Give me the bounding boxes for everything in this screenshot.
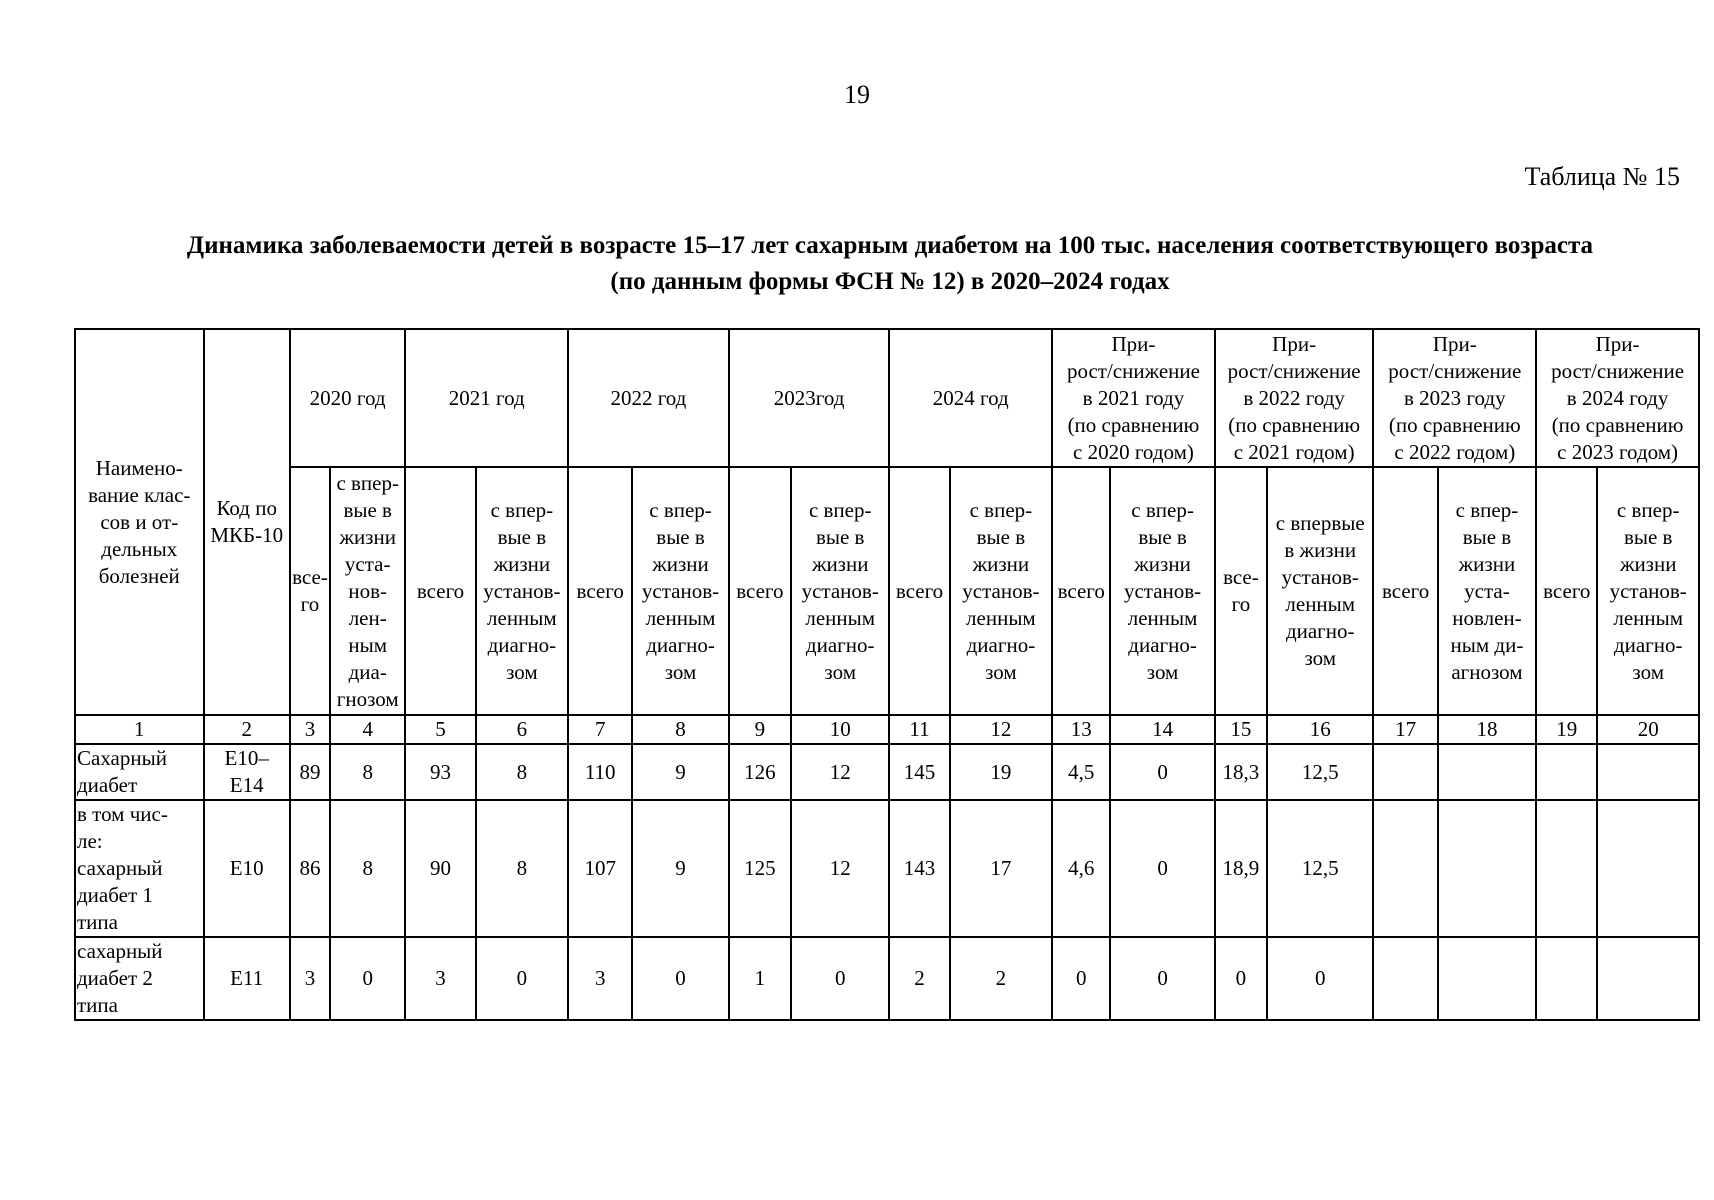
subheader-first-diagnosed: с впер- вые в жизни установ- ленным диагно- зом (1110, 467, 1214, 715)
value-cell: 18,3 (1215, 744, 1267, 800)
header-row-years (75, 329, 1699, 467)
value-cell: 90 (405, 800, 475, 937)
subheader-total: все- го (1215, 467, 1267, 715)
table-row (75, 937, 1699, 1020)
value-cell: 3 (568, 937, 632, 1020)
column-number: 6 (476, 715, 568, 744)
subheader-total: всего (1052, 467, 1110, 715)
column-number: 5 (405, 715, 475, 744)
table-title (60, 228, 1714, 300)
value-cell: 8 (476, 744, 568, 800)
header-disease-name: Наимено- вание клас- сов и от- дельных болезней (75, 329, 204, 715)
value-cell: 143 (889, 800, 949, 937)
value-cell: 0 (330, 937, 405, 1020)
column-number-row (75, 715, 1699, 744)
disease-name-cell: в том чис- ле: сахарный диабет 1 типа (75, 800, 204, 937)
value-cell: 0 (791, 937, 889, 1020)
table-row (75, 744, 1699, 800)
value-cell (1597, 937, 1699, 1020)
subheader-first-diagnosed: с впер- вые в жизни установ- ленным диагно- зом (632, 467, 728, 715)
column-number: 18 (1438, 715, 1536, 744)
value-cell: 3 (290, 937, 330, 1020)
value-cell: 0 (1052, 937, 1110, 1020)
header-change-2024: При- рост/снижение в 2024 году (по сравнению с 2023 годом) (1536, 329, 1699, 467)
header-change-2022: При- рост/снижение в 2022 году (по сравнению с 2021 годом) (1215, 329, 1374, 467)
column-number: 10 (791, 715, 889, 744)
subheader-first-diagnosed: с впер- вые в жизни установ- ленным диагно- зом (950, 467, 1052, 715)
value-cell: 12,5 (1267, 744, 1373, 800)
column-number: 17 (1373, 715, 1437, 744)
value-cell: 125 (729, 800, 791, 937)
header-year-2020: 2020 год (290, 329, 405, 467)
column-number: 11 (889, 715, 949, 744)
subheader-first-diagnosed: с впер- вые в жизни установ- ленным диагно- зом (476, 467, 568, 715)
value-cell: 17 (950, 800, 1052, 937)
header-year-2022: 2022 год (568, 329, 729, 467)
column-number: 19 (1536, 715, 1597, 744)
value-cell: 12 (791, 744, 889, 800)
value-cell: 12 (791, 800, 889, 937)
subheader-first-diagnosed: с впер- вые в жизни уста- нов- лен- ным диа- гнозом (330, 467, 405, 715)
subheader-total: всего (1373, 467, 1437, 715)
value-cell: 86 (290, 800, 330, 937)
column-number: 8 (632, 715, 728, 744)
column-number: 3 (290, 715, 330, 744)
subheader-first-diagnosed: с впер- вые в жизни установ- ленным диагно- зом (791, 467, 889, 715)
subheader-total: всего (729, 467, 791, 715)
column-number: 12 (950, 715, 1052, 744)
value-cell: 19 (950, 744, 1052, 800)
table-row (75, 800, 1699, 937)
value-cell: 8 (476, 800, 568, 937)
value-cell: 9 (632, 744, 728, 800)
value-cell: 110 (568, 744, 632, 800)
value-cell: 18,9 (1215, 800, 1267, 937)
header-change-2021: При- рост/снижение в 2021 году (по сравнению с 2020 годом) (1052, 329, 1215, 467)
value-cell: 0 (476, 937, 568, 1020)
icd-code-cell: Е11 (204, 937, 290, 1020)
column-number: 14 (1110, 715, 1214, 744)
table-body (75, 744, 1699, 1020)
value-cell (1438, 800, 1536, 937)
subheader-total: всего (568, 467, 632, 715)
value-cell: 8 (330, 744, 405, 800)
column-number: 2 (204, 715, 290, 744)
value-cell: 93 (405, 744, 475, 800)
column-number: 16 (1267, 715, 1373, 744)
value-cell: 0 (1110, 744, 1214, 800)
column-number: 7 (568, 715, 632, 744)
value-cell: 107 (568, 800, 632, 937)
column-number: 15 (1215, 715, 1267, 744)
icd-code-cell: Е10– Е14 (204, 744, 290, 800)
value-cell (1373, 937, 1437, 1020)
header-icd-code: Код по МКБ-10 (204, 329, 290, 715)
value-cell: 145 (889, 744, 949, 800)
subheader-first-diagnosed: с впер- вые в жизни уста- новлен- ным ди- агнозом (1438, 467, 1536, 715)
column-number: 20 (1597, 715, 1699, 744)
value-cell: 0 (1267, 937, 1373, 1020)
value-cell: 4,5 (1052, 744, 1110, 800)
value-cell: 0 (1110, 937, 1214, 1020)
value-cell: 3 (405, 937, 475, 1020)
value-cell (1536, 744, 1597, 800)
subheader-total: всего (889, 467, 949, 715)
value-cell: 0 (1215, 937, 1267, 1020)
disease-name-cell: сахарный диабет 2 типа (75, 937, 204, 1020)
value-cell (1536, 937, 1597, 1020)
icd-code-cell: Е10 (204, 800, 290, 937)
disease-name-cell: Сахарный диабет (75, 744, 204, 800)
value-cell: 12,5 (1267, 800, 1373, 937)
header-year-2021: 2021 год (405, 329, 568, 467)
value-cell (1373, 744, 1437, 800)
value-cell: 0 (1110, 800, 1214, 937)
header-year-2024: 2024 год (889, 329, 1052, 467)
column-number: 1 (75, 715, 204, 744)
header-year-2023: 2023год (729, 329, 890, 467)
value-cell: 1 (729, 937, 791, 1020)
morbidity-table (74, 328, 1700, 1021)
value-cell: 8 (330, 800, 405, 937)
value-cell (1438, 937, 1536, 1020)
column-number: 13 (1052, 715, 1110, 744)
value-cell: 126 (729, 744, 791, 800)
value-cell: 4,6 (1052, 800, 1110, 937)
table-label: Таблица № 15 (1524, 162, 1680, 191)
subheader-total: всего (405, 467, 475, 715)
header-row-subcolumns (75, 467, 1699, 715)
column-number: 9 (729, 715, 791, 744)
subheader-first-diagnosed: с впер- вые в жизни установ- ленным диагно- зом (1597, 467, 1699, 715)
value-cell (1536, 800, 1597, 937)
value-cell (1597, 744, 1699, 800)
subheader-total: всего (1536, 467, 1597, 715)
table-title-line-1: Динамика заболеваемости детей в возрасте 15–17 лет сахарным диабетом на 100 тыс. населения соответствующего возраста (186, 232, 1594, 259)
page-number: 19 (844, 80, 870, 109)
value-cell: 2 (889, 937, 949, 1020)
value-cell: 0 (632, 937, 728, 1020)
value-cell: 9 (632, 800, 728, 937)
value-cell: 2 (950, 937, 1052, 1020)
subheader-first-diagnosed: с впервые в жизни установ- ленным диагно- зом (1267, 467, 1373, 715)
column-number: 4 (330, 715, 405, 744)
value-cell (1597, 800, 1699, 937)
value-cell (1373, 800, 1437, 937)
table-title-line-2: (по данным формы ФСН № 12) в 2020–2024 годах (610, 268, 1170, 295)
subheader-total: все- го (290, 467, 330, 715)
value-cell (1438, 744, 1536, 800)
value-cell: 89 (290, 744, 330, 800)
header-change-2023: При- рост/снижение в 2023 году (по сравнению с 2022 годом) (1373, 329, 1536, 467)
